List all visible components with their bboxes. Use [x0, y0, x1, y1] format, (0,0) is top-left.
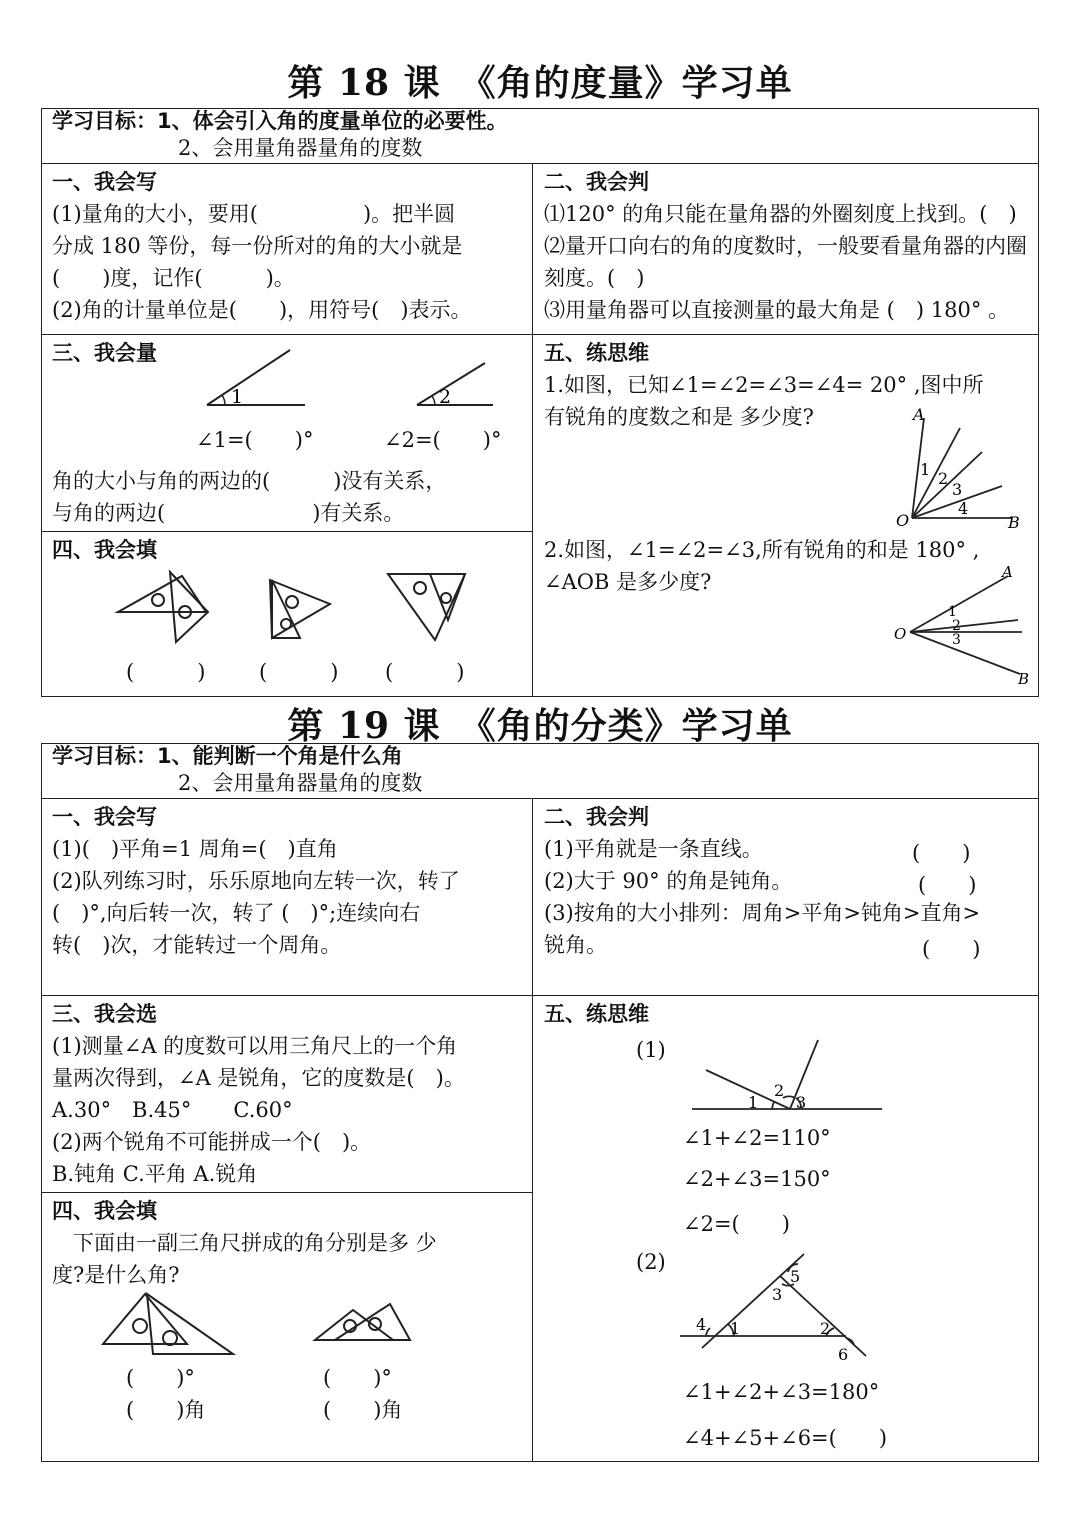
angle-number: 3 — [952, 632, 961, 648]
lesson18-goals — [42, 108, 1038, 163]
angle-number: 5 — [790, 1267, 801, 1286]
measure-conclusion — [42, 465, 532, 531]
angle-number: 3 — [952, 480, 963, 499]
angle-number: 1 — [730, 1319, 741, 1338]
text-line: (1)测量∠A 的度数可以用三角尺上的一个角 — [52, 1034, 458, 1058]
divider — [41, 334, 1039, 335]
lesson18-judge-section — [534, 166, 1038, 334]
text-line: B.钝角 C.平角 A.锐角 — [52, 1162, 258, 1186]
text-line: ⑵量开口向右的角的度数时，一般要看量角器的内圈 — [544, 234, 1027, 258]
lesson19-think-section — [534, 998, 1038, 1038]
text-line: 角的大小与角的两边的( )没有关系， — [52, 469, 447, 493]
section-heading: 三、我会选 — [52, 1002, 157, 1026]
problem-label: (2) — [636, 1250, 666, 1274]
lesson18-title: 第 18 课 《角的度量》学习单 — [287, 62, 793, 104]
divider — [41, 531, 532, 532]
judge-blank: ( ) — [912, 841, 971, 865]
section-heading: 四、我会填 — [52, 538, 157, 562]
judge-blank: ( ) — [918, 873, 977, 897]
lesson19-choose-section — [42, 998, 532, 1192]
goal-line: 2、会用量角器量角的度数 — [178, 136, 423, 160]
triangle-shape — [270, 580, 330, 638]
angle-2-answer: ∠2=( )° — [384, 428, 502, 452]
angle-number: 1 — [948, 604, 957, 620]
equation: ∠1+∠2+∠3=180° — [683, 1380, 880, 1404]
text-line: 下面由一副三角尺拼成的角分别是多 少 — [52, 1231, 437, 1255]
lesson19-goals — [42, 743, 1038, 798]
point-label: B — [1018, 670, 1030, 688]
triangle-shape — [103, 1294, 187, 1344]
angle-number: 1 — [748, 1093, 759, 1112]
problem-label: (1) — [636, 1038, 666, 1062]
judge-blank: ( ) — [922, 937, 981, 961]
section-heading: 二、我会判 — [544, 805, 649, 829]
goal-line: 2、会用量角器量角的度数 — [178, 771, 423, 795]
text-line: (2)角的计量单位是( )，用符号( )表示。 — [52, 298, 472, 322]
text-line: 度?是什么角? — [52, 1263, 180, 1287]
triangle-hole — [163, 1331, 177, 1345]
question-line: 2.如图，∠1=∠2=∠3,所有锐角的和是 180° , — [544, 538, 980, 562]
question-line: ∠AOB 是多少度? — [544, 570, 712, 594]
triangle-hole — [441, 593, 451, 603]
intersecting-lines-figure — [688, 1036, 888, 1116]
text-line: (2)两个锐角不可能拼成一个( )。 — [52, 1130, 372, 1154]
section-heading: 一、我会写 — [52, 805, 157, 829]
text-line: ( )度，记作( )。 — [52, 266, 295, 290]
point-label: O — [896, 511, 910, 530]
angle-1-answer: ∠1=( )° — [196, 428, 314, 452]
text-line: (2)大于 90° 的角是钝角。 — [544, 869, 793, 893]
degree-blank: ( )° — [323, 1366, 392, 1390]
angle-2-figure — [417, 363, 493, 408]
fill-blank: ( ) — [126, 660, 206, 684]
triangle-shape — [118, 576, 206, 612]
kind-blank: ( )角 — [126, 1398, 206, 1422]
angle-number: 2 — [938, 469, 949, 488]
ray-figure-1 — [890, 402, 1030, 532]
section-heading: 四、我会填 — [52, 1199, 157, 1223]
triangle-hole — [133, 1319, 147, 1333]
divider — [41, 995, 1039, 996]
text-line: (1)量角的大小，要用( )。把半圆 — [52, 202, 456, 226]
text-line: 分成 180 等份，每一份所对的角的大小就是 — [52, 234, 463, 258]
fill-blank: ( ) — [259, 660, 339, 684]
triangle-hole — [281, 619, 291, 629]
question-line: 1.如图，已知∠1=∠2=∠3=∠4= 20° ,图中所 — [544, 373, 984, 397]
text-line: 转( )次，才能转过一个周角。 — [52, 933, 342, 957]
section-heading: 五、练思维 — [544, 1002, 649, 1026]
equation: ∠2+∠3=150° — [683, 1167, 831, 1191]
point-label: A — [1002, 564, 1013, 581]
question-line: 有锐角的度数之和是 多少度? — [544, 405, 814, 429]
divider — [41, 798, 1039, 799]
goal-line: 学习目标：1、能判断一个角是什么角 — [52, 744, 403, 768]
angle-1-figure — [207, 350, 305, 408]
divider — [532, 798, 533, 1462]
lesson18-write-section — [42, 166, 532, 334]
angle-number: 1 — [231, 386, 244, 408]
text-line: ⑴120° 的角只能在量角器的外圈刻度上找到。( ) — [544, 202, 1017, 226]
equation: ∠1+∠2=110° — [683, 1126, 831, 1150]
divider — [41, 1192, 532, 1193]
angle-number: 2 — [952, 618, 961, 634]
divider — [532, 163, 533, 697]
angle-number: 6 — [838, 1345, 849, 1364]
text-line: 锐角。 — [544, 933, 607, 957]
angle-figures — [195, 345, 515, 425]
point-label: O — [894, 625, 907, 643]
combined-square-figures — [95, 1288, 425, 1360]
point-label: A — [913, 405, 925, 424]
triangle-hole — [286, 596, 298, 608]
text-line: (1)( )平角=1 周角=( )直角 — [52, 837, 338, 861]
angle-number: 2 — [439, 386, 452, 408]
lesson19-title: 第 19 课 《角的分类》学习单 — [287, 705, 793, 747]
goal-line: 学习目标：1、体会引入角的度量单位的必要性。 — [52, 109, 508, 133]
section-heading: 二、我会判 — [544, 170, 649, 194]
ray-figure-2 — [890, 564, 1035, 689]
triangle-hole — [414, 582, 426, 594]
text-line: (1)平角就是一条直线。 — [544, 837, 763, 861]
text-line: 与角的两边( )有关系。 — [52, 501, 405, 525]
angle-number: 2 — [774, 1081, 785, 1100]
equation: ∠2=( ) — [683, 1212, 790, 1236]
section-heading: 一、我会写 — [52, 170, 157, 194]
angle-number: 4 — [696, 1315, 707, 1334]
set-square-figures — [110, 568, 480, 648]
angle-number: 1 — [920, 460, 931, 479]
section-heading: 五、练思维 — [544, 341, 649, 365]
text-line: A.30° B.45° C.60° — [52, 1098, 293, 1122]
kind-blank: ( )角 — [323, 1398, 403, 1422]
angle-number: 4 — [958, 499, 969, 518]
degree-blank: ( )° — [126, 1366, 195, 1390]
triangle-hole — [152, 594, 164, 606]
text-line: (3)按角的大小排列：周角>平角>钝角>直角> — [544, 901, 981, 925]
angle-number: 3 — [796, 1093, 807, 1112]
text-line: 量两次得到，∠A 是锐角，它的度数是( )。 — [52, 1066, 465, 1090]
angle-number: 3 — [772, 1285, 783, 1304]
section-heading: 三、我会量 — [52, 341, 157, 365]
point-label: B — [1008, 513, 1020, 532]
fill-blank: ( ) — [385, 660, 465, 684]
text-line: (2)队列练习时，乐乐原地向左转一次，转了 — [52, 869, 460, 893]
text-line: ⑶用量角器可以直接测量的最大角是 ( ) 180° 。 — [544, 298, 1009, 322]
text-line: ( )°,向后转一次，转了 ( )°;连续向右 — [52, 901, 421, 925]
lesson19-write-section — [42, 801, 532, 995]
text-line: 刻度。( ) — [544, 266, 645, 290]
angle-number: 2 — [820, 1319, 831, 1338]
equation: ∠4+∠5+∠6=( ) — [683, 1426, 888, 1450]
triangle-angles-figure — [676, 1250, 876, 1365]
divider — [41, 163, 1039, 164]
